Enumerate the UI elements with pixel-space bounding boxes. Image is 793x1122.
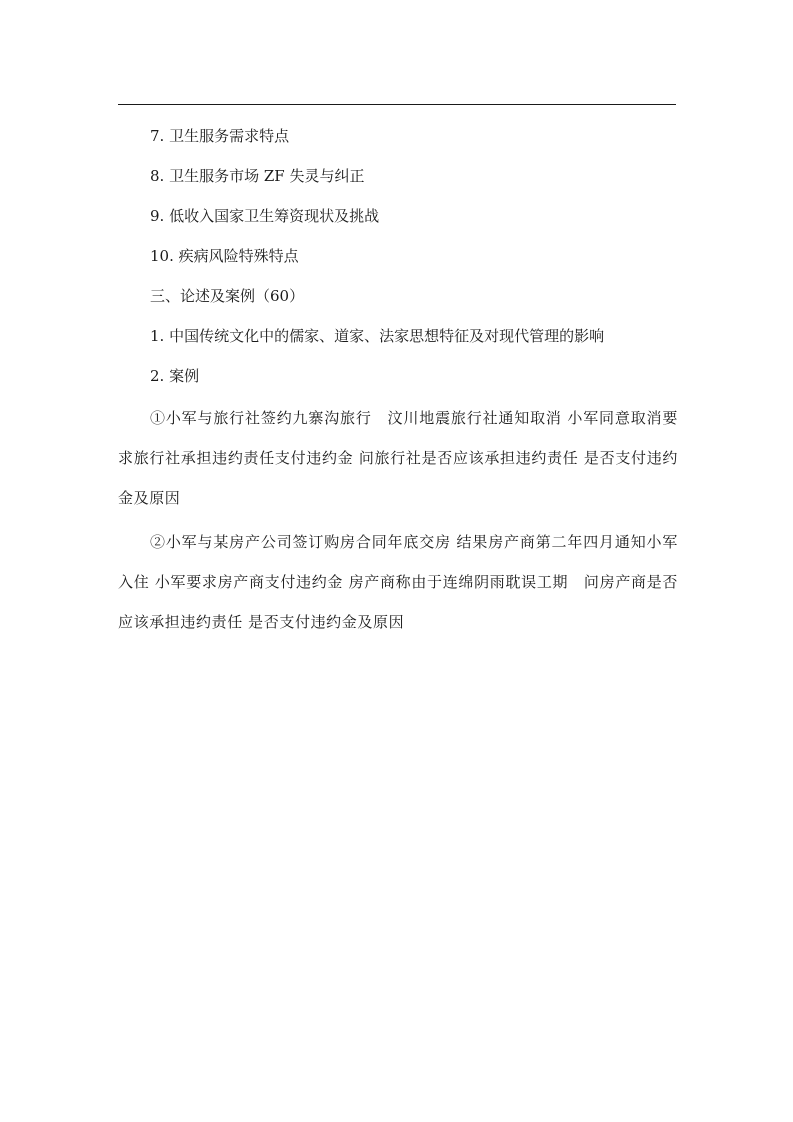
list-item-9: 9. 低收入国家卫生筹资现状及挑战 <box>150 207 380 225</box>
essay-question: 1. 中国传统文化中的儒家、道家、法家思想特征及对现代管理的影响 <box>150 327 605 345</box>
header-rule <box>118 104 676 105</box>
document-body <box>118 116 678 642</box>
list-item-8: 8. 卫生服务市场 ZF 失灵与纠正 <box>150 167 365 185</box>
case-paragraph-1: ①小军与旅行社签约九寨沟旅行 汶川地震旅行社通知取消 小军同意取消要求旅行社承担违约责任支付违约金 问旅行社是否应该承担违约责任 是否支付违约金及原因 <box>118 409 678 507</box>
section-heading: 三、论述及案例（60） <box>150 287 305 305</box>
case-paragraph-2: ②小军与某房产公司签订购房合同年底交房 结果房产商第二年四月通知小军入住 小军要求房产商支付违约金 房产商称由于连绵阴雨耽误工期 问房产商是否应该承担违约责任 是否支付违约金及原因 <box>118 533 678 631</box>
list-item-10: 10. 疾病风险特殊特点 <box>150 247 299 265</box>
case-label: 2. 案例 <box>150 367 200 385</box>
list-item-7: 7. 卫生服务需求特点 <box>150 127 290 145</box>
